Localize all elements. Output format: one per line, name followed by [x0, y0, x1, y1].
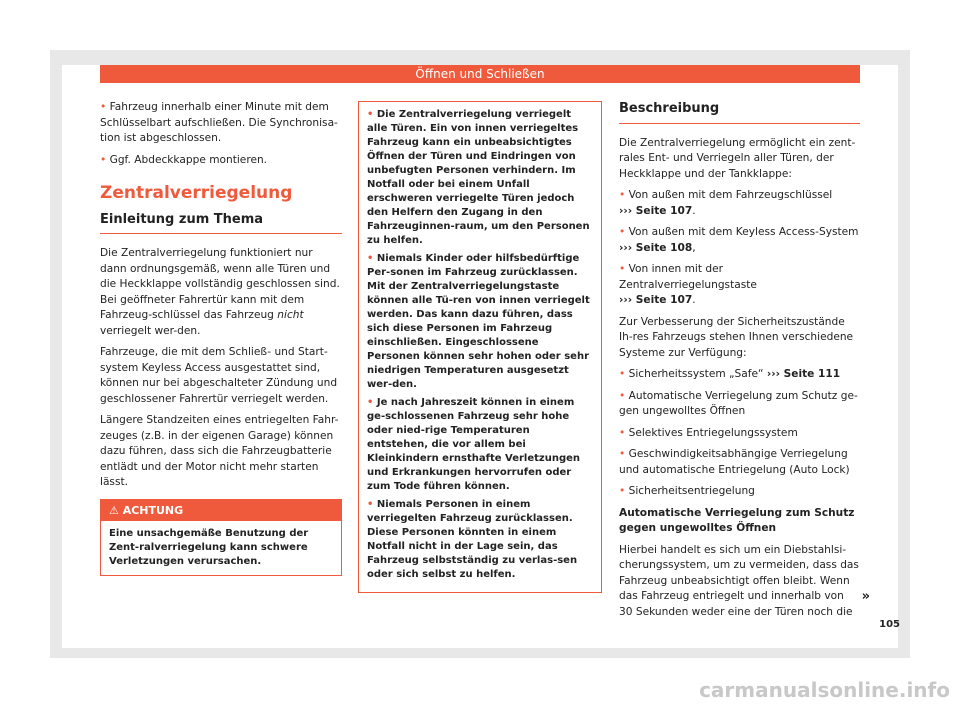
bullet-icon: •	[619, 189, 629, 201]
bullet-icon: •	[619, 226, 629, 238]
bullet-icon: •	[100, 101, 110, 113]
page-reference-link[interactable]: ››› Seite 107	[619, 204, 693, 217]
page-reference-link[interactable]: ››› Seite 108	[619, 241, 693, 254]
list-item: • Sicherheitsentriegelung	[619, 485, 755, 497]
column-right	[619, 101, 860, 626]
section-title: Zentralverriegelung	[100, 183, 293, 203]
paragraph: Die Zentralverriegelung funktioniert nur dann ordnungsgemäß, wenn alle Türen und die Heckklappe vollständig geschlossen sind. Bei geöffneter Fahrertür kann mit dem Fahrzeug-schlüssel das Fahrzeug nicht verriegelt wer-den.	[100, 247, 340, 337]
list-item: • Von außen mit dem Keyless Access-System ››› Seite 108,	[619, 226, 859, 254]
bullet-icon: •	[619, 485, 629, 497]
warning-text: Eine unsachgemäße Benutzung der Zent-ralverriegelung kann schwere Verletzungen verursachen.	[109, 528, 309, 567]
list-item: • Ggf. Abdeckkappe montieren.	[100, 153, 268, 166]
warning-item: • Niemals Personen in einem verriegelten Fahrzeug zurücklassen. Diese Personen könnten in einem Notfall nicht in der Lage sein, das Fahrzeug selbstständig zu verlas-sen oder sich selbst zu helfen.	[367, 499, 578, 580]
list-item: • Fahrzeug innerhalb einer Minute mit dem Schlüsselbart aufschließen. Die Synchronisa-tion ist abgeschlossen.	[100, 101, 338, 144]
warning-box	[100, 499, 342, 577]
list-item: • Von innen mit der Zentralverriegelungstaste ››› Seite 107.	[619, 263, 757, 306]
bullet-icon: •	[619, 426, 629, 439]
list-item: • Sicherheitssystem „Safe“ ››› Seite 111	[619, 368, 841, 380]
subsection-title: Beschreibung	[619, 101, 860, 124]
page-reference-link[interactable]: ››› Seite 111	[766, 368, 841, 380]
watermark: carmanualsonline.info	[699, 678, 950, 702]
paragraph: Fahrzeuge, die mit dem Schließ- und Start-system Keyless Access ausgestattet sind, können nur bei abgeschalteter Zündung und geschlossener Fahrertür verriegelt werden.	[100, 346, 338, 405]
column-left	[100, 100, 342, 576]
subsection-title: Einleitung zum Thema	[100, 212, 342, 235]
column-middle	[358, 101, 602, 593]
subheading: Automatische Verriegelung zum Schutz gegen ungewolltes Öffnen	[619, 506, 855, 534]
warning-item: • Die Zentralverriegelung verriegelt alle Türen. Ein von innen verriegeltes Fahrzeug kann ein unbeabsichtigtes Öffnen der Türen und Eindringen von unbefugten Personen verhindern. Im Notfall oder bei einem Unfall erschweren verriegelte Türen jedoch den Helfern den Zugang in den Fahrzeuginnen-raum, um den Personen zu helfen.	[367, 109, 590, 246]
warning-header: ⚠ ACHTUNG	[101, 500, 341, 522]
list-item: • Geschwindigkeitsabhängige Verriegelung und automatische Entriegelung (Auto Lock)	[619, 448, 850, 476]
warning-continued-box	[358, 101, 602, 593]
bullet-icon: •	[367, 499, 377, 510]
list-item: • Selektives Entriegelungssystem	[619, 426, 798, 439]
bullet-icon: •	[619, 389, 629, 402]
continue-icon: »	[861, 589, 870, 604]
page-number: 105	[879, 619, 900, 630]
bullet-icon: •	[100, 153, 110, 166]
paragraph: Die Zentralverriegelung ermöglicht ein zent-rales Ent- und Verriegeln aller Türen, der Heckklappe und der Tankklappe:	[619, 136, 856, 180]
bullet-icon: •	[619, 448, 629, 460]
page-reference-link[interactable]: ››› Seite 107	[619, 294, 693, 306]
warning-item: • Je nach Jahreszeit können in einem ge-schlossenen Fahrzeug sehr hohe oder nied-rige Temperaturen entstehen, die vor allem bei Kleinkindern ernsthafte Verletzungen und Erkrankungen hervorrufen oder zum Tode führen können.	[367, 397, 581, 492]
list-item: • Von außen mit dem Fahrzeugschlüssel ››› Seite 107.	[619, 189, 833, 217]
bullet-icon: •	[367, 109, 377, 120]
page-header: Öffnen und Schließen	[100, 65, 860, 83]
bullet-icon: •	[367, 397, 377, 408]
paragraph: Längere Standzeiten eines entriegelten Fahr-zeuges (z.B. in der eigenen Garage) können dazu führen, dass sich die Fahrzeugbatterie entlädt und der Motor nicht mehr starten lässt.	[100, 414, 339, 488]
bullet-icon: •	[619, 368, 629, 380]
bullet-icon: •	[619, 263, 629, 275]
bullet-icon: •	[367, 253, 377, 264]
warning-icon: ⚠	[109, 503, 123, 517]
paragraph: Zur Verbesserung der Sicherheitszustände Ih-res Fahrzeugs stehen Ihnen verschiedene Systeme zur Verfügung:	[619, 315, 854, 359]
list-item: • Automatische Verriegelung zum Schutz ge-gen ungewolltes Öffnen	[619, 389, 858, 417]
warning-item: • Niemals Kinder oder hilfsbedürftige Per-sonen im Fahrzeug zurücklassen. Mit der Zentralverriegelungstaste können alle Tü-ren von innen verriegelt werden. Das kann dazu führen, dass sich diese Personen im Fahrzeug einschließen. Eingeschlossene Personen können sehr hohen oder sehr niedrigen Temperaturen ausgesetzt wer-den.	[367, 253, 590, 390]
paragraph: Hierbei handelt es sich um ein Diebstahlsi-cherungssystem, um zu vermeiden, dass das Fahrzeug unbeabsichtigt offen bleibt. Wenn das Fahrzeug entriegelt und innerhalb von 30 Sekunden weder eine der Türen noch die	[619, 543, 859, 618]
